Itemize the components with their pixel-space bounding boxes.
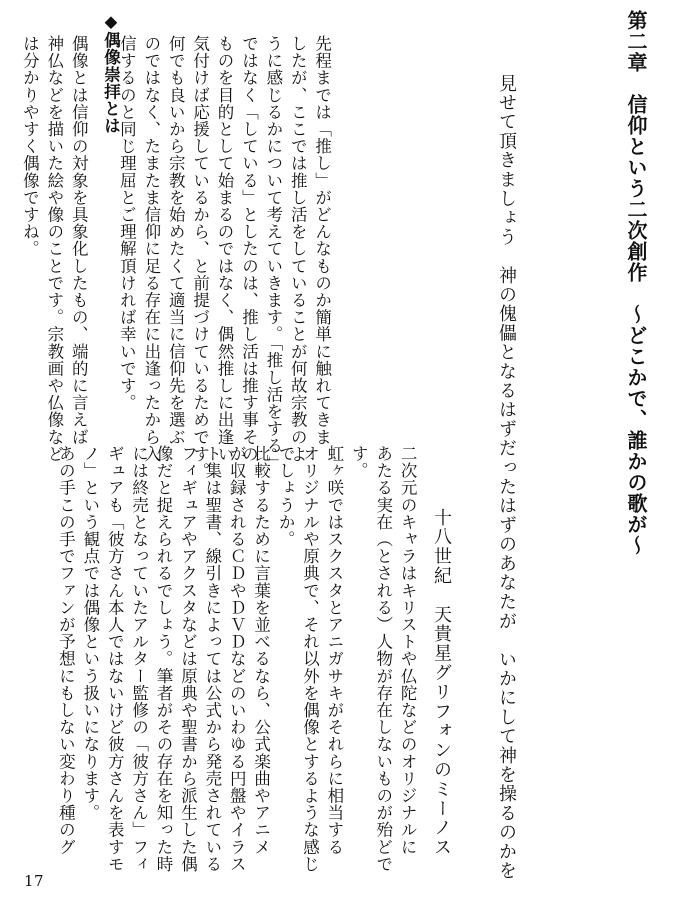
text-line: が収録されるＣＤやＤＶＤなどのいわゆる円盤やイラス <box>227 445 247 873</box>
text-line: す。 <box>349 445 369 480</box>
text-line: ノ」という観点では偶像という扱いになります。 <box>80 445 100 822</box>
text-line: ではなく「している」としたのは、推し活は推す事その <box>239 35 259 463</box>
section-heading: ◆偶像崇拝とは <box>101 12 121 135</box>
text-line: 気付けば応援しているから、と前提づけているためです。 <box>190 35 210 480</box>
lower-text-block <box>53 445 419 873</box>
text-line: 虹ヶ咲ではスクスタとアニガサキがそれらに相当する <box>324 445 344 856</box>
text-line: 信するのと同じ理屈とご理解頂ければ幸いです。 <box>117 35 137 412</box>
epigraph <box>490 74 522 880</box>
text-line: 像だと捉えられるでしょう。筆者がその存在を知った時 <box>154 445 174 873</box>
text-line: 二次元のキャラはキリストや仏陀などのオリジナルに <box>398 445 418 856</box>
text-line: ギュアも「彼方さん本人ではないけど彼方さんを表すモ <box>105 445 125 873</box>
epigraph-attribution: 十八世紀 天貴星グリフォンのミーノス <box>431 508 452 858</box>
text-line: 偶像とは信仰の対象を具象化したもの、端的に言えば <box>69 35 89 446</box>
text-line: うに感じるかについて考えていきます。「推し活をする」 <box>263 35 283 472</box>
upper-text-block <box>114 35 334 480</box>
section-text-block <box>17 35 90 463</box>
text-line: 比較するために言葉を並べるなら、公式楽曲やアニメ <box>251 445 271 856</box>
text-line: でしょうか。 <box>276 445 296 548</box>
epigraph-quote: 見せて頂きましょう 神の傀儡となるはずだったはずのあなたが いかにして神を操るのかを <box>496 74 517 881</box>
text-line: オリジナルや原典で、それ以外を偶像とするような感じ <box>300 445 320 873</box>
text-line: には終売となっていたアルター監修の「彼方さん」フィ <box>129 445 149 873</box>
text-line: のではなく、たまたま信仰に足る存在に出逢ったから入 <box>141 35 161 463</box>
text-line: ト集は聖書、線引きによっては公式から発売されている <box>202 445 222 873</box>
text-line: 先程までは「推し」がどんなものか簡単に触れてきま <box>312 35 332 446</box>
text-line: あの手この手でファンが予想にもしない変わり種のグ <box>56 445 76 856</box>
text-line: 何でも良いから宗教を始めたくて適当に信仰先を選ぶ <box>166 35 186 446</box>
text-line: フィギュアやアクスタなどは原典や聖書から派生した偶 <box>178 445 198 873</box>
chapter-title: 第二章 信仰という二次創作 ～どこかで、誰かの歌が～ <box>624 10 648 556</box>
text-line: は分かりやすく偶像ですね。 <box>20 35 40 258</box>
text-line: あたる実在（とされる）人物が存在しないものが殆どで <box>373 445 393 873</box>
page-number: 17 <box>24 872 45 890</box>
text-line: したが、ここでは推し活をしていることが何故宗教のよ <box>288 35 308 463</box>
text-line: ものを目的として始まるのではなく、偶然推しに出逢い <box>215 35 235 463</box>
text-line: 神仏などを描いた絵や像のことです。宗教画や仏像など <box>44 35 64 463</box>
